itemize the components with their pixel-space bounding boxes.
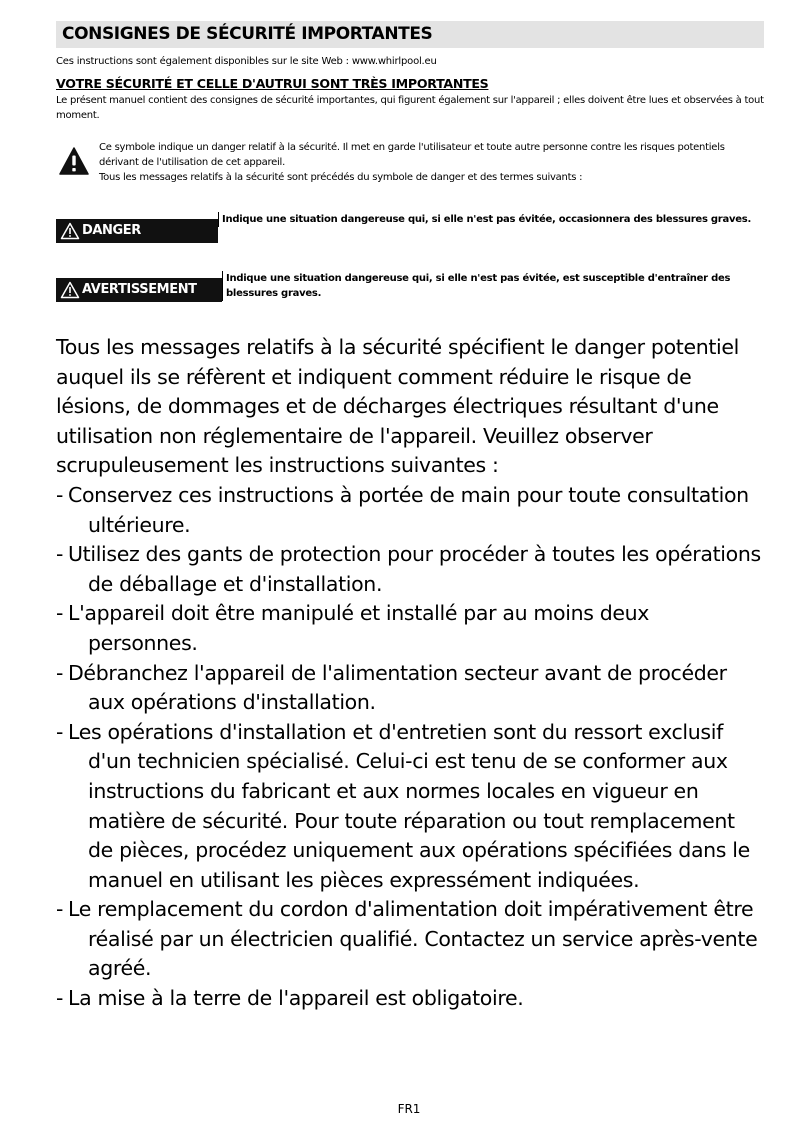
list-item [56, 718, 764, 896]
web-availability-note: Ces instructions sont également disponibles sur le site Web : www.whirlpool.eu [56, 56, 437, 67]
danger-label [56, 219, 218, 243]
list-item [56, 481, 764, 540]
page-number: FR1 [397, 1102, 421, 1116]
symbol-explanation [56, 140, 764, 190]
list-item-text: Conservez ces instructions à portée de main pour toute consultation ultérieure. [68, 482, 749, 537]
list-item [56, 895, 764, 984]
list-item [56, 540, 764, 599]
instructions-list [56, 481, 764, 1014]
bullet-dash: - [56, 719, 64, 744]
safety-subtitle: VOTRE SÉCURITÉ ET CELLE D'AUTRUI SONT TRÈS IMPORTANTES [56, 76, 489, 91]
warning-label [56, 278, 222, 302]
list-item-text: Les opérations d'installation et d'entretien sont du ressort exclusif d'un technicien spécialisé. Celui-ci est tenu de se conformer aux instructions du fabricant et aux normes locales en vigueur en matière de sécurité. Pour toute réparation ou tout remplacement de pièces, procédez uniquement aux opérations spécifiées dans le manuel en utilisant les pièces expressément indiquées. [68, 719, 750, 892]
list-item [56, 984, 764, 1014]
warning-description: Indique une situation dangereuse qui, si elle n'est pas évitée, est susceptible d'entraîner des blessures graves. [222, 271, 762, 301]
danger-label-text: DANGER [82, 223, 141, 238]
bullet-dash: - [56, 660, 64, 685]
warning-label-text: AVERTISSEMENT [82, 282, 197, 297]
symbol-description-2: Tous les messages relatifs à la sécurité sont précédés du symbole de danger et des termes suivants : [99, 172, 583, 183]
page-title: CONSIGNES DE SÉCURITÉ IMPORTANTES [56, 21, 764, 48]
warning-small-icon [60, 281, 80, 299]
danger-row [56, 212, 764, 264]
list-item [56, 659, 764, 718]
list-item-text: Débranchez l'appareil de l'alimentation secteur avant de procéder aux opérations d'installation. [68, 660, 727, 715]
bullet-dash: - [56, 897, 64, 922]
instructions-intro: Tous les messages relatifs à la sécurité spécifient le danger potentiel auquel ils se réfèrent et indiquent comment réduire le risque de lésions, de dommages et de décharges électriques résultant d'une utilisation non réglementaire de l'appareil. Veuillez observer scrupuleusement les instructions suivantes : [56, 335, 739, 478]
list-item-text: Utilisez des gants de protection pour procéder à toutes les opérations de déballage et d'installation. [68, 542, 761, 596]
list-item-text: L'appareil doit être manipulé et installé par au moins deux personnes. [68, 601, 650, 655]
warning-small-icon [60, 222, 80, 240]
list-item-text: Le remplacement du cordon d'alimentation doit impérativement être réalisé par un électricien qualifié. Contactez un service après-vente agréé. [68, 897, 758, 981]
list-item [56, 599, 764, 658]
bullet-dash: - [56, 986, 64, 1011]
instructions-body [56, 333, 764, 1014]
list-item-text: La mise à la terre de l'appareil est obligatoire. [68, 986, 524, 1011]
bullet-dash: - [56, 601, 64, 626]
danger-description: Indique une situation dangereuse qui, si elle n'est pas évitée, occasionnera des blessures graves. [218, 212, 762, 227]
warning-row [56, 264, 764, 314]
intro-text: Le présent manuel contient des consignes de sécurité importantes, qui figurent également sur l'appareil ; elles doivent être lues et observées à tout moment. [56, 95, 764, 121]
symbol-description: Ce symbole indique un danger relatif à la sécurité. Il met en garde l'utilisateur et toute autre personne contre les risques potentiels dérivant de l'utilisation de cet appareil. [99, 142, 725, 168]
bullet-dash: - [56, 482, 64, 507]
warning-triangle-icon [59, 147, 89, 175]
safety-page [56, 21, 764, 314]
bullet-dash: - [56, 542, 64, 567]
